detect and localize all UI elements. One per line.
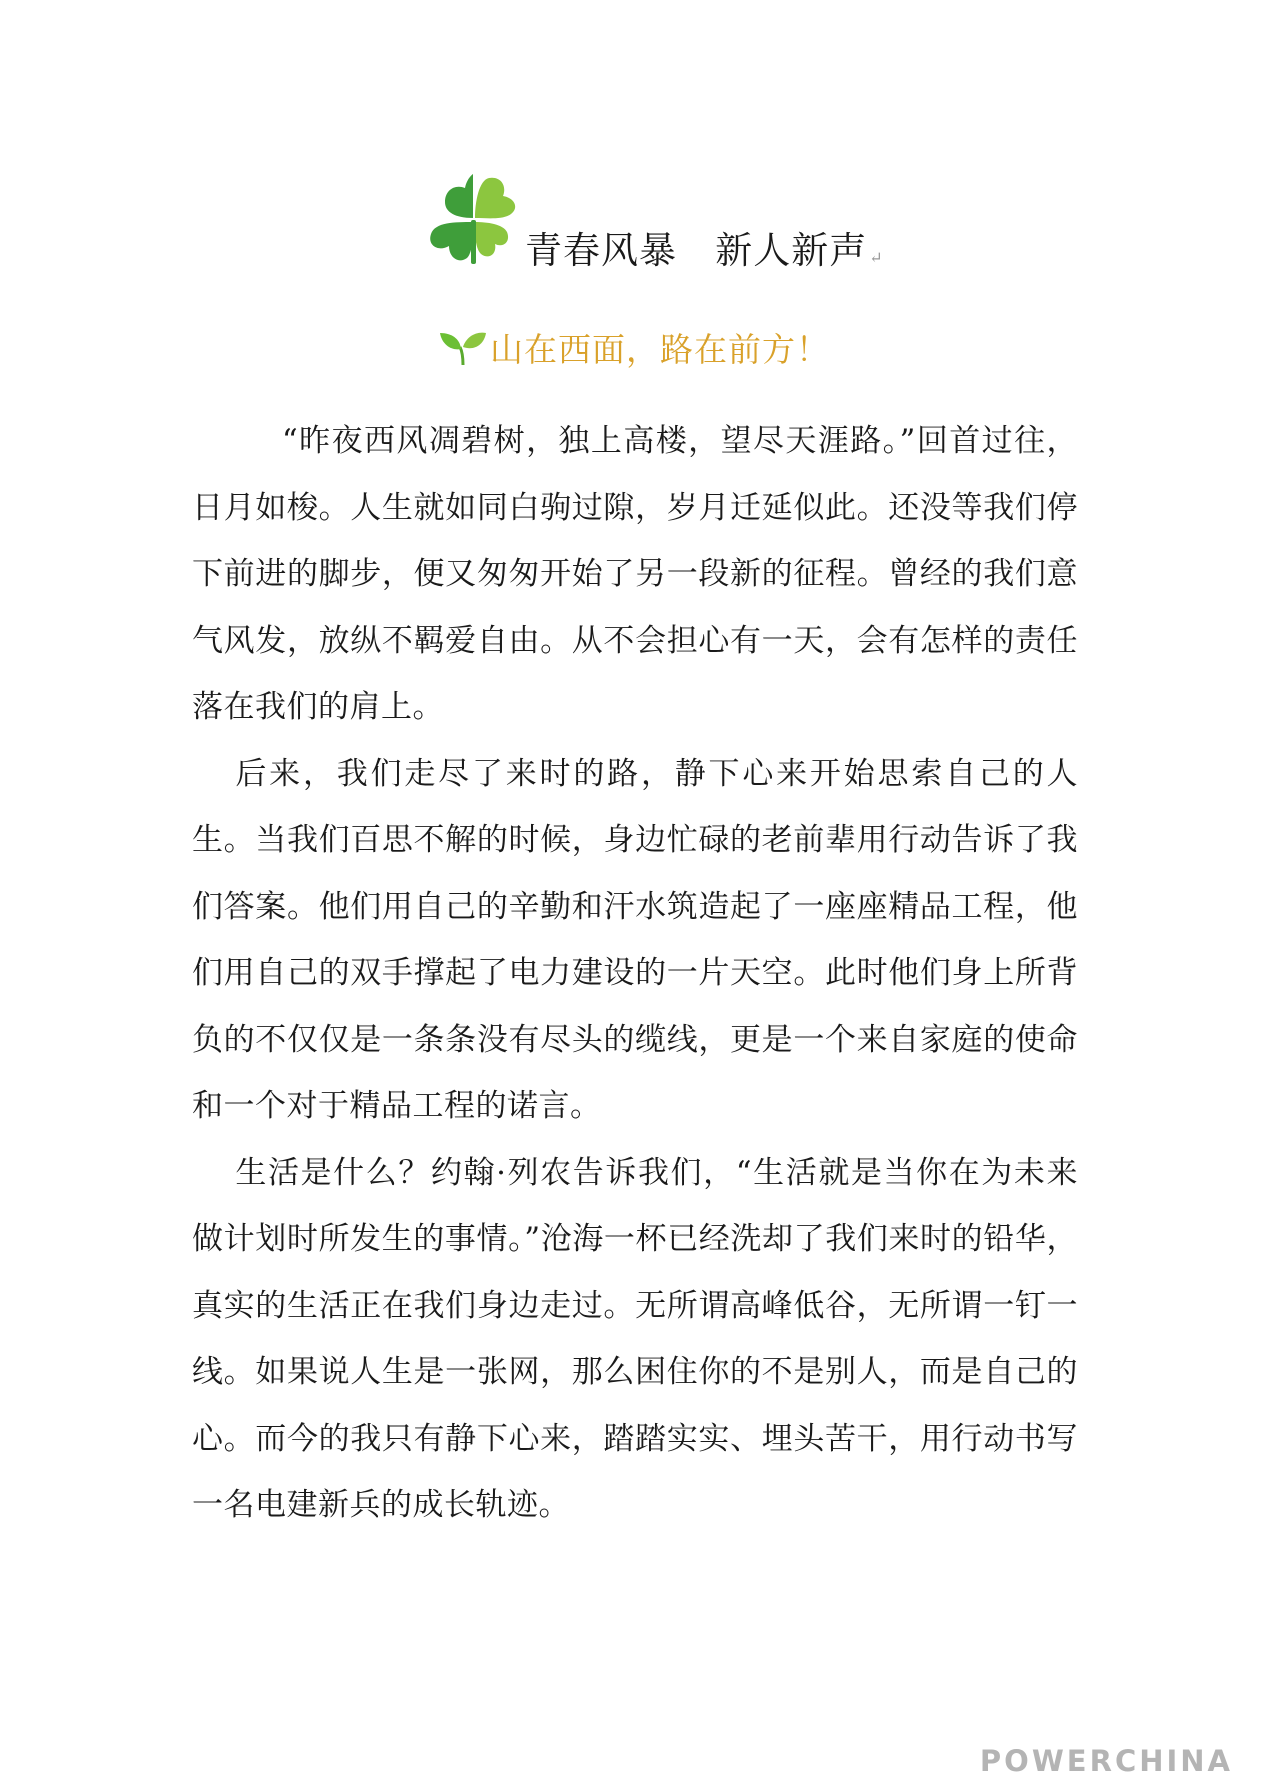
four-leaf-clover-icon — [425, 172, 521, 268]
article-body — [192, 408, 1078, 1539]
subtitle-text: 山在西面，路在前方！ — [490, 329, 830, 369]
paragraph: 后来，我们走尽了来时的路，静下心来开始思索自己的人生。当我们百思不解的时候，身边忙碌的老前辈用行动告诉了我们答案。他们用自己的辛勤和汗水筑造起了一座座精品工程，他们用自己的双手撑起了电力建设的一片天空。此时他们身上所背负的不仅仅是一条条没有尽头的缆线，更是一个来自家庭的使命和一个对于精品工程的诺言。 — [192, 755, 1078, 1124]
header — [425, 172, 884, 272]
return-mark: ↵ — [869, 248, 884, 267]
sprout-icon — [438, 327, 488, 367]
subtitle — [438, 322, 830, 372]
paragraph: “昨夜西风凋碧树，独上高楼，望尽天涯路。”回首过往，日月如梭。人生就如同白驹过隙，岁月迁延似此。还没等我们停下前进的脚步，便又匆匆开始了另一段新的征程。曾经的我们意气风发，放纵不羁爱自由。从不会担心有一天，会有怎样的责任落在我们的肩上。 — [192, 423, 1078, 725]
paragraph: 生活是什么？约翰·列农告诉我们，“生活就是当你在为未来做计划时所发生的事情。”沧海一杯已经洗却了我们来时的铅华，真实的生活正在我们身边走过。无所谓高峰低谷，无所谓一钉一线。如果说人生是一张网，那么困住你的不是别人，而是自己的心。而今的我只有静下心来，踏踏实实、埋头苦干，用行动书写一名电建新兵的成长轨迹。 — [192, 1154, 1078, 1523]
page-title: 青春风暴 新人新声 ↵ — [525, 229, 884, 272]
powerchina-watermark: POWERCHINA — [979, 1744, 1233, 1778]
